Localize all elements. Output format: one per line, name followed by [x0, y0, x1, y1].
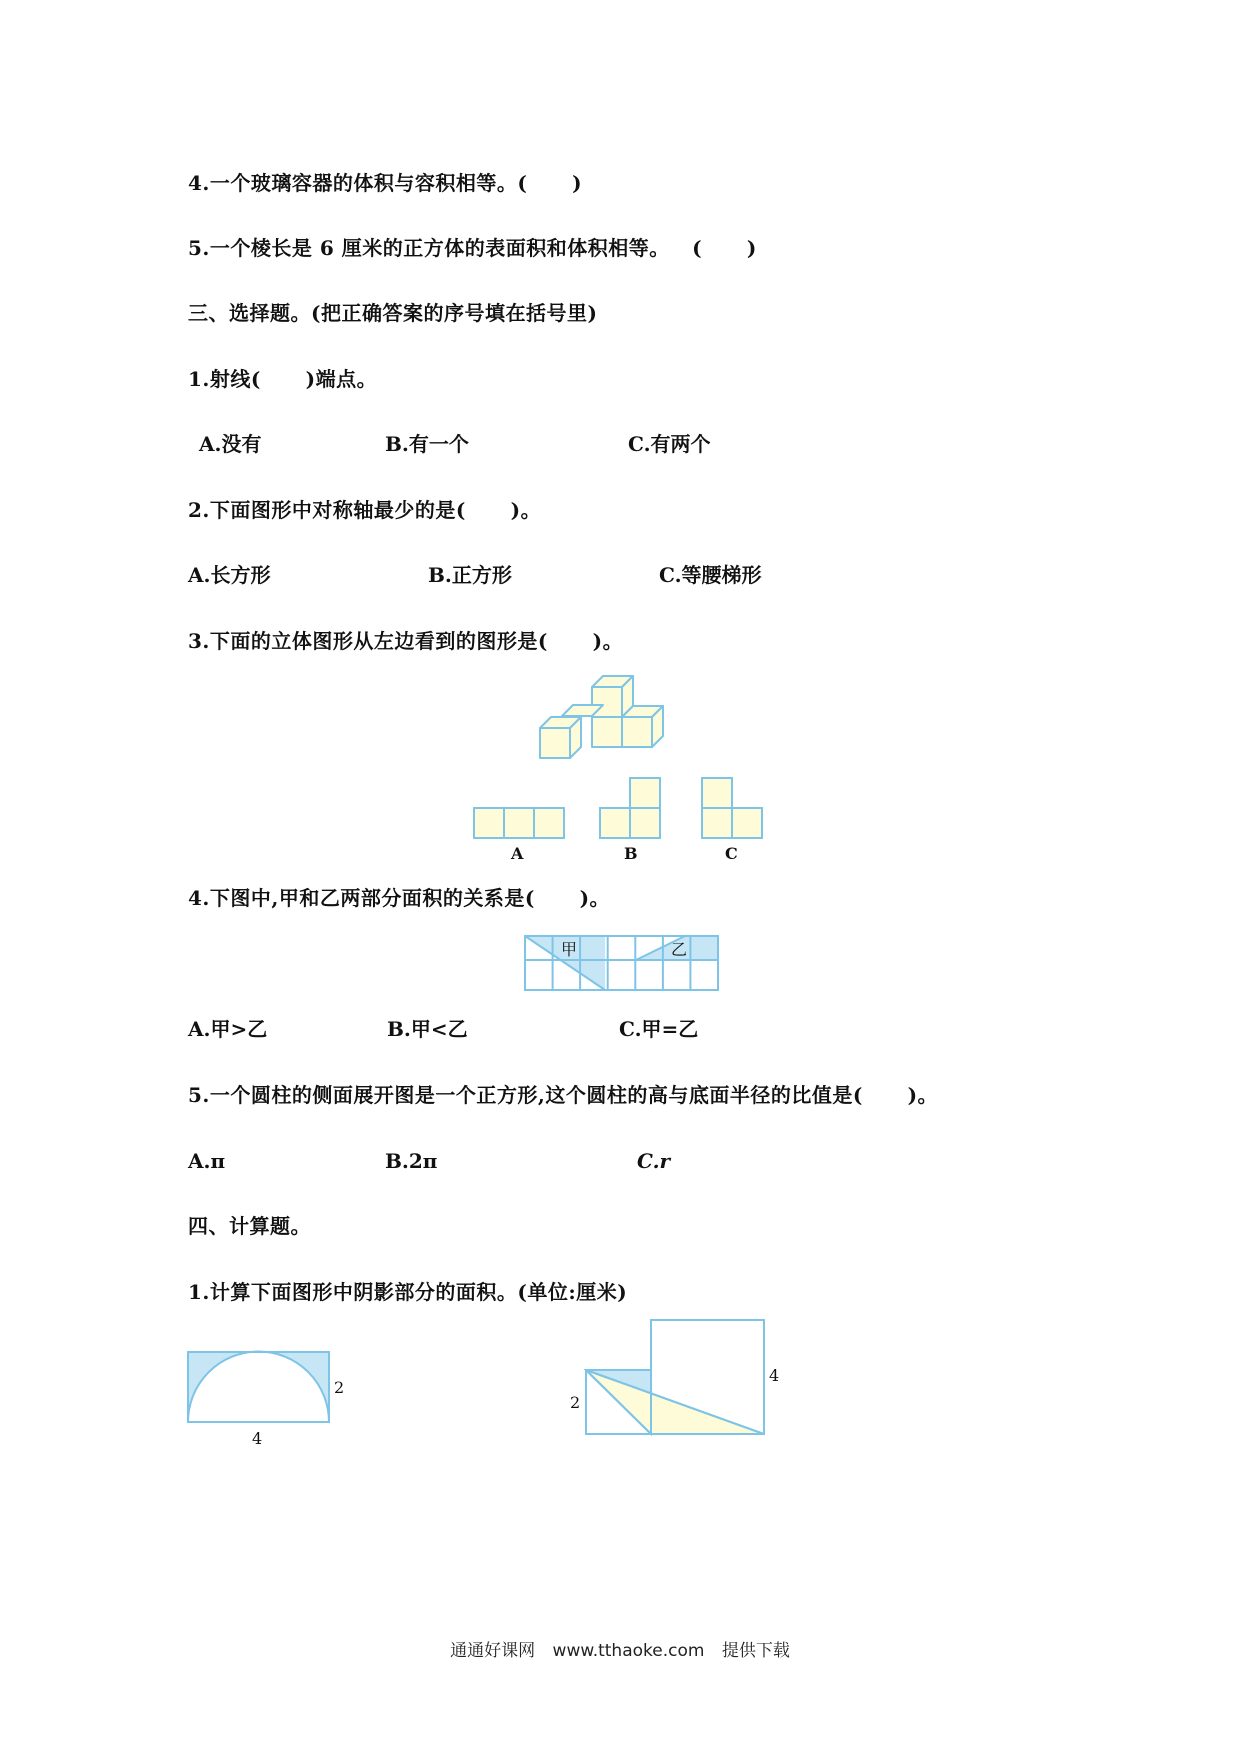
- s3-q5-option-a: A.π: [188, 1149, 226, 1173]
- semicircle-rect-figure: [186, 1350, 346, 1450]
- region-label-yi: 乙: [671, 940, 688, 959]
- region-label-jia: 甲: [561, 940, 578, 959]
- fig1-width-label: 4: [252, 1429, 263, 1448]
- s3-q5-option-c: C.r: [637, 1149, 671, 1173]
- s3-q1-option-c: C.有两个: [628, 432, 711, 456]
- view-option-c-figure: [701, 777, 763, 839]
- footer: [0, 1636, 1240, 1661]
- fig1-height-label: 2: [334, 1378, 345, 1397]
- view-label-b: B: [624, 844, 638, 863]
- s3-q2-text: 2.下面图形中对称轴最少的是( )。: [188, 498, 542, 522]
- s3-q5-option-b: B.2π: [385, 1149, 438, 1173]
- s3-q1-text: 1.射线( )端点。: [188, 367, 378, 391]
- judgement-q4: 4.一个玻璃容器的体积与容积相等。( ): [188, 171, 583, 195]
- view-label-c: C: [725, 844, 738, 863]
- s3-q4-option-b: B.甲<乙: [387, 1017, 468, 1041]
- jia-yi-grid-figure: [524, 935, 720, 991]
- s3-q4-option-c: C.甲=乙: [619, 1017, 699, 1041]
- judgement-q5: 5.一个棱长是 6 厘米的正方体的表面积和体积相等。 ( ): [188, 236, 757, 260]
- s3-q3-text: 3.下面的立体图形从左边看到的图形是( )。: [188, 629, 624, 653]
- footer-url[interactable]: www.tthaoke.com: [552, 1641, 705, 1661]
- footer-suffix: 提供下载: [721, 1641, 790, 1661]
- s3-q2-option-a: A.长方形: [188, 563, 271, 587]
- s3-q2-option-b: B.正方形: [428, 563, 512, 587]
- s3-q2-option-c: C.等腰梯形: [659, 563, 762, 587]
- s4-q1-text: 1.计算下面图形中阴影部分的面积。(单位:厘米): [188, 1280, 628, 1304]
- view-option-b-figure: [599, 777, 661, 839]
- s3-q1-option-b: B.有一个: [385, 432, 469, 456]
- s3-q4-option-a: A.甲>乙: [188, 1017, 268, 1041]
- fig2-small-side-label: 2: [570, 1393, 581, 1412]
- cube-stack-figure: [540, 676, 670, 768]
- footer-site-name: 通通好课网: [450, 1641, 536, 1661]
- s3-q4-text: 4.下图中,甲和乙两部分面积的关系是( )。: [188, 886, 611, 910]
- two-squares-figure: [570, 1318, 790, 1443]
- view-label-a: A: [511, 844, 524, 863]
- section4-title: 四、计算题。: [188, 1214, 311, 1238]
- s3-q1-option-a: A.没有: [199, 432, 262, 456]
- s3-q5-text: 5.一个圆柱的侧面展开图是一个正方形,这个圆柱的高与底面半径的比值是( )。: [188, 1083, 939, 1107]
- fig2-large-side-label: 4: [769, 1366, 780, 1385]
- section3-title: 三、选择题。(把正确答案的序号填在括号里): [188, 301, 598, 325]
- view-option-a-figure: [473, 807, 565, 839]
